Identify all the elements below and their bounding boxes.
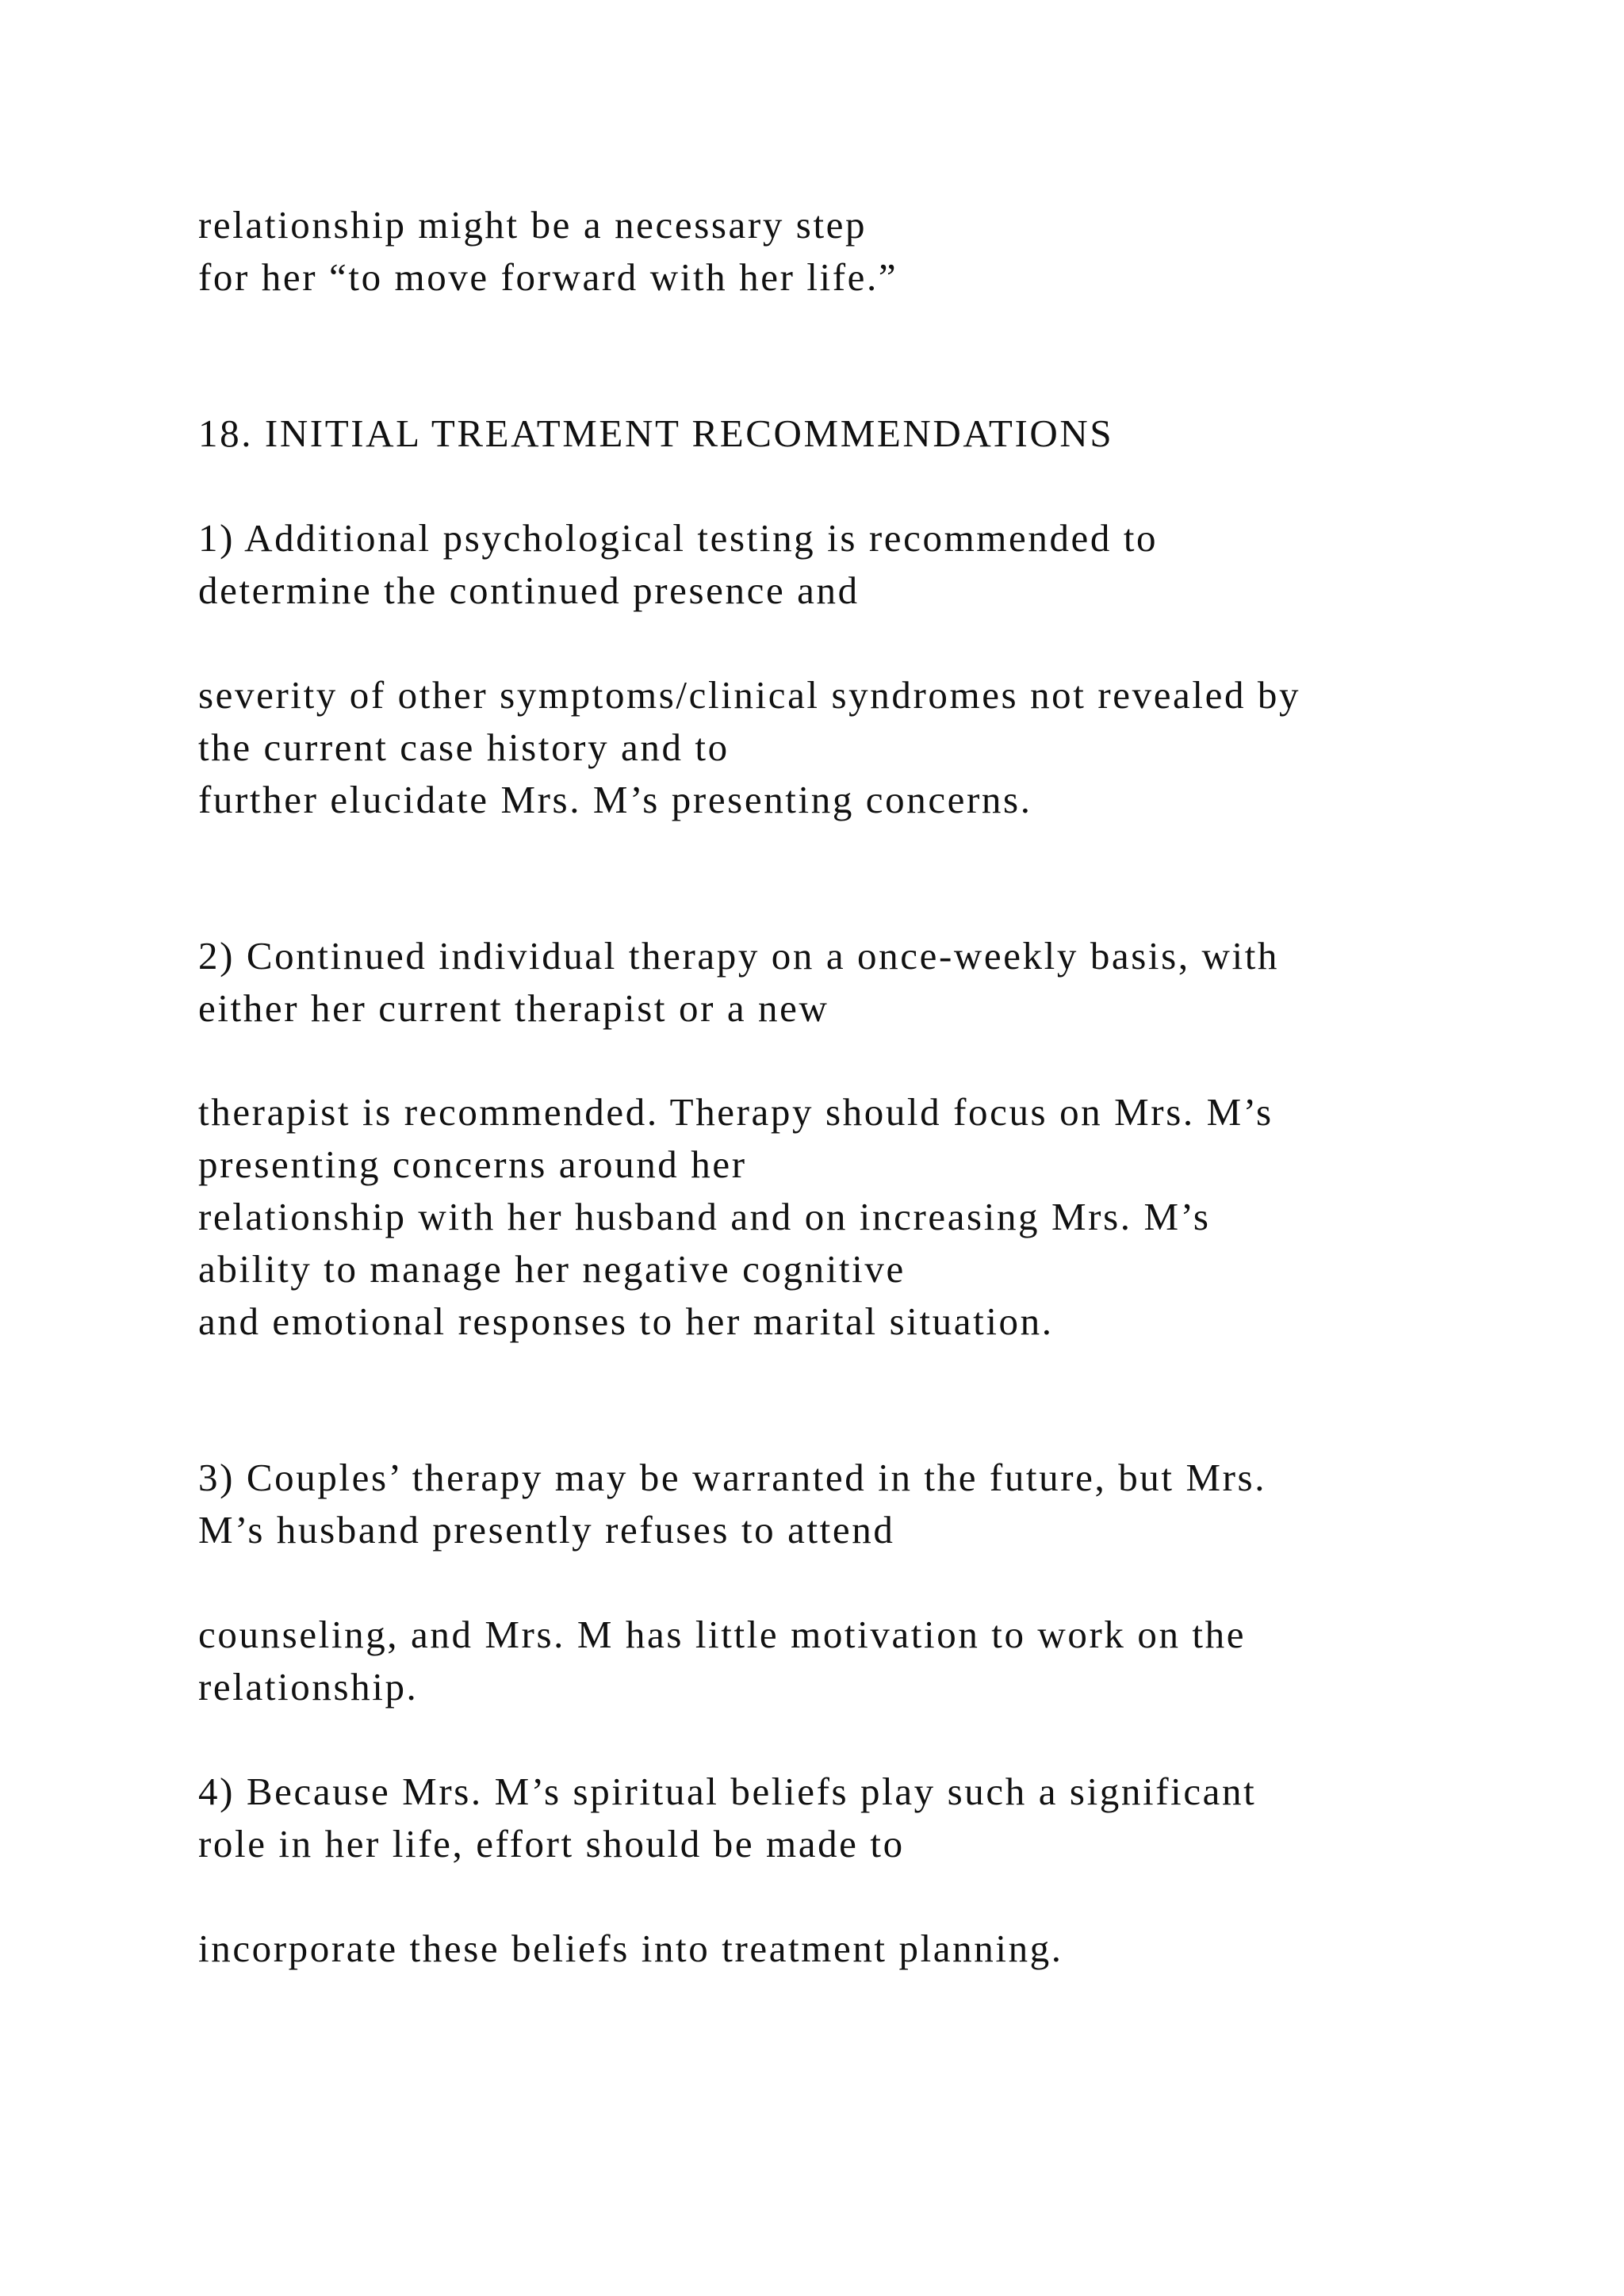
recommendation-line: therapist is recommended. Therapy should focus on Mrs. M’s bbox=[198, 1090, 1274, 1134]
recommendation-line: 1) Additional psychological testing is recommended to bbox=[198, 516, 1159, 560]
recommendation-line: ability to manage her negative cognitive bbox=[198, 1247, 906, 1291]
recommendation-line: incorporate these beliefs into treatment planning. bbox=[198, 1927, 1063, 1970]
recommendation-line: either her current therapist or a new bbox=[198, 986, 829, 1030]
recommendation-line: M’s husband presently refuses to attend bbox=[198, 1508, 895, 1552]
recommendation-line: determine the continued presence and bbox=[198, 568, 860, 612]
continuation-line: for her “to move forward with her life.” bbox=[198, 255, 898, 299]
recommendation-line: relationship with her husband and on increasing Mrs. M’s bbox=[198, 1195, 1211, 1238]
recommendation-line: 4) Because Mrs. M’s spiritual beliefs play such a significant bbox=[198, 1770, 1257, 1813]
recommendation-line: counseling, and Mrs. M has little motivation to work on the bbox=[198, 1613, 1247, 1656]
recommendation-line: presenting concerns around her bbox=[198, 1142, 747, 1186]
recommendation-line: relationship. bbox=[198, 1665, 419, 1709]
continuation-line: relationship might be a necessary step bbox=[198, 203, 868, 247]
recommendation-line: severity of other symptoms/clinical syndromes not revealed by bbox=[198, 673, 1301, 717]
section-heading: 18. INITIAL TREATMENT RECOMMENDATIONS bbox=[198, 411, 1114, 455]
recommendation-line: 2) Continued individual therapy on a once-weekly basis, with bbox=[198, 934, 1280, 978]
recommendation-line: role in her life, effort should be made to bbox=[198, 1822, 905, 1866]
recommendation-line: the current case history and to bbox=[198, 725, 730, 769]
recommendation-line: further elucidate Mrs. M’s presenting concerns. bbox=[198, 778, 1032, 821]
recommendation-line: 3) Couples’ therapy may be warranted in the future, but Mrs. bbox=[198, 1456, 1267, 1499]
recommendation-line: and emotional responses to her marital situation. bbox=[198, 1299, 1054, 1343]
